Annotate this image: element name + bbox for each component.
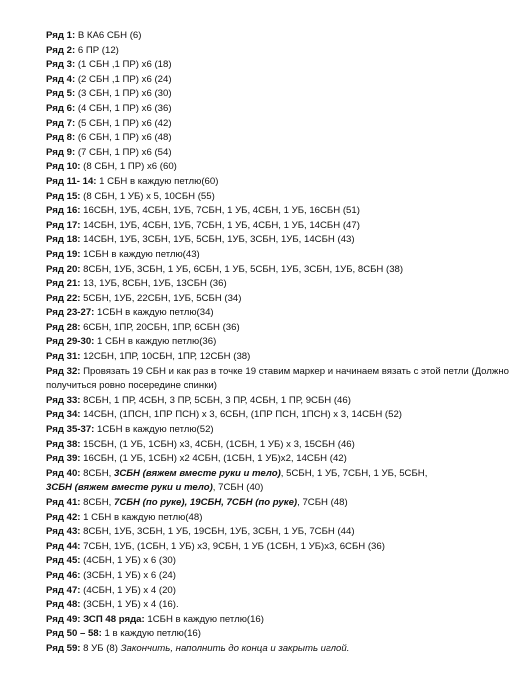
row-label: Ряд 8: xyxy=(46,132,76,144)
row-text: 6 ПР (12) xyxy=(75,44,119,56)
row-text: 1СБН в каждую петлю(52) xyxy=(94,424,214,436)
row-label: Ряд 9: xyxy=(46,146,76,158)
row-text: 15СБН, (1 УБ, 1СБН) х3, 4СБН, (1СБН, 1 УБ) х 3, 15СБН (46) xyxy=(80,438,355,450)
row-40-line-2 xyxy=(46,481,513,496)
row-line xyxy=(46,540,513,555)
row-label: Ряд 35-37: xyxy=(46,424,95,436)
row-line xyxy=(46,131,513,146)
row-text: (6 СБН, 1 ПР) х6 (48) xyxy=(75,132,172,144)
row-line xyxy=(46,204,513,219)
row-label: Ряд 47: xyxy=(46,584,81,596)
row-text: (1 СБН ,1 ПР) х6 (18) xyxy=(75,59,172,71)
row-line xyxy=(46,569,513,584)
row-text: 14СБН, 1УБ, 3СБН, 1УБ, 5СБН, 1УБ, 3СБН, 1УБ, 14СБН (43) xyxy=(80,234,355,246)
row-41 xyxy=(46,496,513,511)
row-label: Ряд 49: xyxy=(46,613,81,625)
row-line xyxy=(46,394,513,409)
row-text: (8 СБН, 1 УБ) х 5, 10СБН (55) xyxy=(80,190,215,202)
row-text: 8СБН, xyxy=(80,497,114,508)
row-text: 16СБН, (1 УБ, 1СБН) х2 4СБН, (1СБН, 1 УБ)х2, 14СБН (42) xyxy=(80,453,347,465)
row-text: 7СБН, 1УБ, (1СБН, 1 УБ) х3, 9СБН, 1 УБ (1СБН, 1 УБ)х3, 6СБН (36) xyxy=(80,540,385,552)
row-label: Ряд 29-30: xyxy=(46,336,95,348)
row-line xyxy=(46,335,513,350)
row-line xyxy=(46,321,513,336)
row-line xyxy=(46,87,513,102)
row-line xyxy=(46,190,513,205)
row-text: , 7СБН (48) xyxy=(297,497,348,508)
row-line xyxy=(46,175,513,190)
row-text: (8 СБН, 1 ПР) х6 (60) xyxy=(80,161,177,173)
row-label: Ряд 16: xyxy=(46,205,81,217)
row-text: 1СБН в каждую петлю(34) xyxy=(94,307,214,319)
row-text: 1СБН в каждую петлю(16) xyxy=(144,613,264,625)
row-line xyxy=(46,525,513,540)
row-label: Ряд 15: xyxy=(46,190,81,202)
row-text: , 5СБН, 1 УБ, 7СБН, 1 УБ, 5СБН, xyxy=(280,467,428,479)
row-line xyxy=(46,146,513,161)
row-40-line-1 xyxy=(46,467,513,482)
row-label: Ряд 38: xyxy=(46,438,81,450)
row-text: 1 в каждую петлю(16) xyxy=(101,628,201,640)
row-line xyxy=(46,44,513,59)
row-text: (2 СБН ,1 ПР) х6 (24) xyxy=(75,73,172,85)
row-line xyxy=(46,350,513,365)
row-line xyxy=(46,58,513,73)
row-text: 1 СБН в каждую петлю(60) xyxy=(96,175,219,187)
row-label: Ряд 32: xyxy=(46,365,81,377)
row-label: Ряд 33: xyxy=(46,394,81,406)
row-line xyxy=(46,292,513,307)
row-text: (3 СБН, 1 ПР) х6 (30) xyxy=(75,88,172,100)
row-label: Ряд 1: xyxy=(46,30,76,41)
row-line xyxy=(46,452,513,467)
row-label: Ряд 45: xyxy=(46,555,81,567)
row-49 xyxy=(46,613,513,628)
row-label: Ряд 42: xyxy=(46,511,81,523)
row-line xyxy=(46,263,513,278)
row-label: Ряд 17: xyxy=(46,219,81,231)
row-label: Ряд 28: xyxy=(46,321,81,333)
row-50-58 xyxy=(46,627,513,642)
row-line xyxy=(46,554,513,569)
row-text: 8 УБ (8) xyxy=(80,642,121,654)
row-label: Ряд 2: xyxy=(46,44,76,56)
row-label: Ряд 5: xyxy=(46,88,76,100)
row-label: Ряд 43: xyxy=(46,526,81,538)
row-line xyxy=(46,408,513,423)
row-59 xyxy=(46,642,513,657)
row-label: Ряд 59: xyxy=(46,642,81,654)
row-text: 13, 1УБ, 8СБН, 1УБ, 13СБН (36) xyxy=(80,278,227,290)
row-label: Ряд 3: xyxy=(46,59,76,71)
row-label: Ряд 34: xyxy=(46,409,81,421)
row-text: (5 СБН, 1 ПР) х6 (42) xyxy=(75,117,172,129)
row-text: (7 СБН, 1 ПР) х6 (54) xyxy=(75,146,172,158)
row-label: Ряд 10: xyxy=(46,161,81,173)
row-text: 5СБН, 1УБ, 22СБН, 1УБ, 5СБН (34) xyxy=(80,292,242,304)
row-line xyxy=(46,511,513,526)
row-text: 14СБН, (1ПСН, 1ПР ПСН) х 3, 6СБН, (1ПР ПСН, 1ПСН) х 3, 14СБН (52) xyxy=(80,409,402,421)
row-line xyxy=(46,219,513,234)
row-line xyxy=(46,233,513,248)
row-text: 8СБН, 1УБ, 3СБН, 1 УБ, 6СБН, 1 УБ, 5СБН, 1УБ, 3СБН, 1УБ, 8СБН (38) xyxy=(80,263,404,275)
row-text: (3СБН, 1 УБ) х 6 (24) xyxy=(80,569,176,581)
row-label: Ряд 50 – 58: xyxy=(46,628,102,640)
row-line xyxy=(46,438,513,453)
row-text: 1СБН в каждую петлю(43) xyxy=(80,248,200,260)
row-bold: ЗСП 48 ряда: xyxy=(80,613,145,625)
row-label: Ряд 18: xyxy=(46,234,81,246)
row-32 xyxy=(46,365,513,394)
row-label: Ряд 4: xyxy=(46,73,76,85)
row-text: 8СБН, 1 ПР, 4СБН, 3 ПР, 5СБН, 3 ПР, 4СБН, 1 ПР, 9СБН (46) xyxy=(80,394,351,406)
row-label: Ряд 40: xyxy=(46,467,81,479)
row-label: Ряд 11- 14: xyxy=(46,175,97,187)
row-label: Ряд 21: xyxy=(46,278,81,290)
row-label: Ряд 22: xyxy=(46,292,81,304)
row-label: Ряд 20: xyxy=(46,263,81,275)
row-label: Ряд 41: xyxy=(46,497,81,508)
row-emphasis: Закончить, наполнить до конца и закрыть иглой. xyxy=(120,642,350,654)
row-label: Ряд 6: xyxy=(46,102,76,114)
row-text: В КА6 СБН (6) xyxy=(75,30,142,41)
row-text: (3СБН, 1 УБ) х 4 (16). xyxy=(80,599,179,611)
row-text: 12СБН, 1ПР, 10СБН, 1ПР, 12СБН (38) xyxy=(80,351,251,363)
row-label: Ряд 46: xyxy=(46,569,81,581)
row-label: Ряд 23-27: xyxy=(46,307,95,319)
row-emphasis: 3СБН (вяжем вместе руки и тело) xyxy=(114,467,281,479)
row-label: Ряд 31: xyxy=(46,351,81,363)
row-line xyxy=(46,117,513,132)
row-text: 16СБН, 1УБ, 4СБН, 1УБ, 7СБН, 1 УБ, 4СБН, 1 УБ, 16СБН (51) xyxy=(80,205,360,217)
row-line xyxy=(46,584,513,599)
row-label: Ряд 19: xyxy=(46,248,81,260)
row-line xyxy=(46,102,513,117)
row-line xyxy=(46,423,513,438)
row-text: 6СБН, 1ПР, 20СБН, 1ПР, 6СБН (36) xyxy=(80,321,240,333)
row-text: 1 СБН в каждую петлю(36) xyxy=(94,336,217,348)
row-text: (4 СБН, 1 ПР) х6 (36) xyxy=(75,102,172,114)
row-text: Провязать 19 СБН и как раз в точке 19 ставим маркер и начинаем вязать с этой петли (Должно получиться ровно посередине спинки) xyxy=(46,365,509,392)
row-label: Ряд 7: xyxy=(46,117,76,129)
row-line xyxy=(46,160,513,175)
row-text: (4СБН, 1 УБ) х 4 (20) xyxy=(80,584,176,596)
row-text: 8СБН, 1УБ, 3СБН, 1 УБ, 19СБН, 1УБ, 3СБН, 1 УБ, 7СБН (44) xyxy=(80,526,355,538)
row-line xyxy=(46,73,513,88)
row-label: Ряд 48: xyxy=(46,599,81,611)
row-label: Ряд 39: xyxy=(46,453,81,465)
row-text: , 7СБН (40) xyxy=(212,482,264,494)
row-line xyxy=(46,306,513,321)
row-text: (4СБН, 1 УБ) х 6 (30) xyxy=(80,555,176,567)
row-line xyxy=(46,277,513,292)
row-line xyxy=(46,29,513,44)
row-text: 14СБН, 1УБ, 4СБН, 1УБ, 7СБН, 1 УБ, 4СБН, 1 УБ, 14СБН (47) xyxy=(80,219,360,231)
row-emphasis: 7СБН (по руке), 19СБН, 7СБН (по руке) xyxy=(114,497,298,508)
row-line xyxy=(46,598,513,613)
row-label: Ряд 44: xyxy=(46,540,81,552)
row-line xyxy=(46,248,513,263)
row-text: 8СБН, xyxy=(80,467,114,479)
row-text: 1 СБН в каждую петлю(48) xyxy=(80,511,203,523)
row-emphasis: 3СБН (вяжем вместе руки и тело) xyxy=(46,482,213,494)
